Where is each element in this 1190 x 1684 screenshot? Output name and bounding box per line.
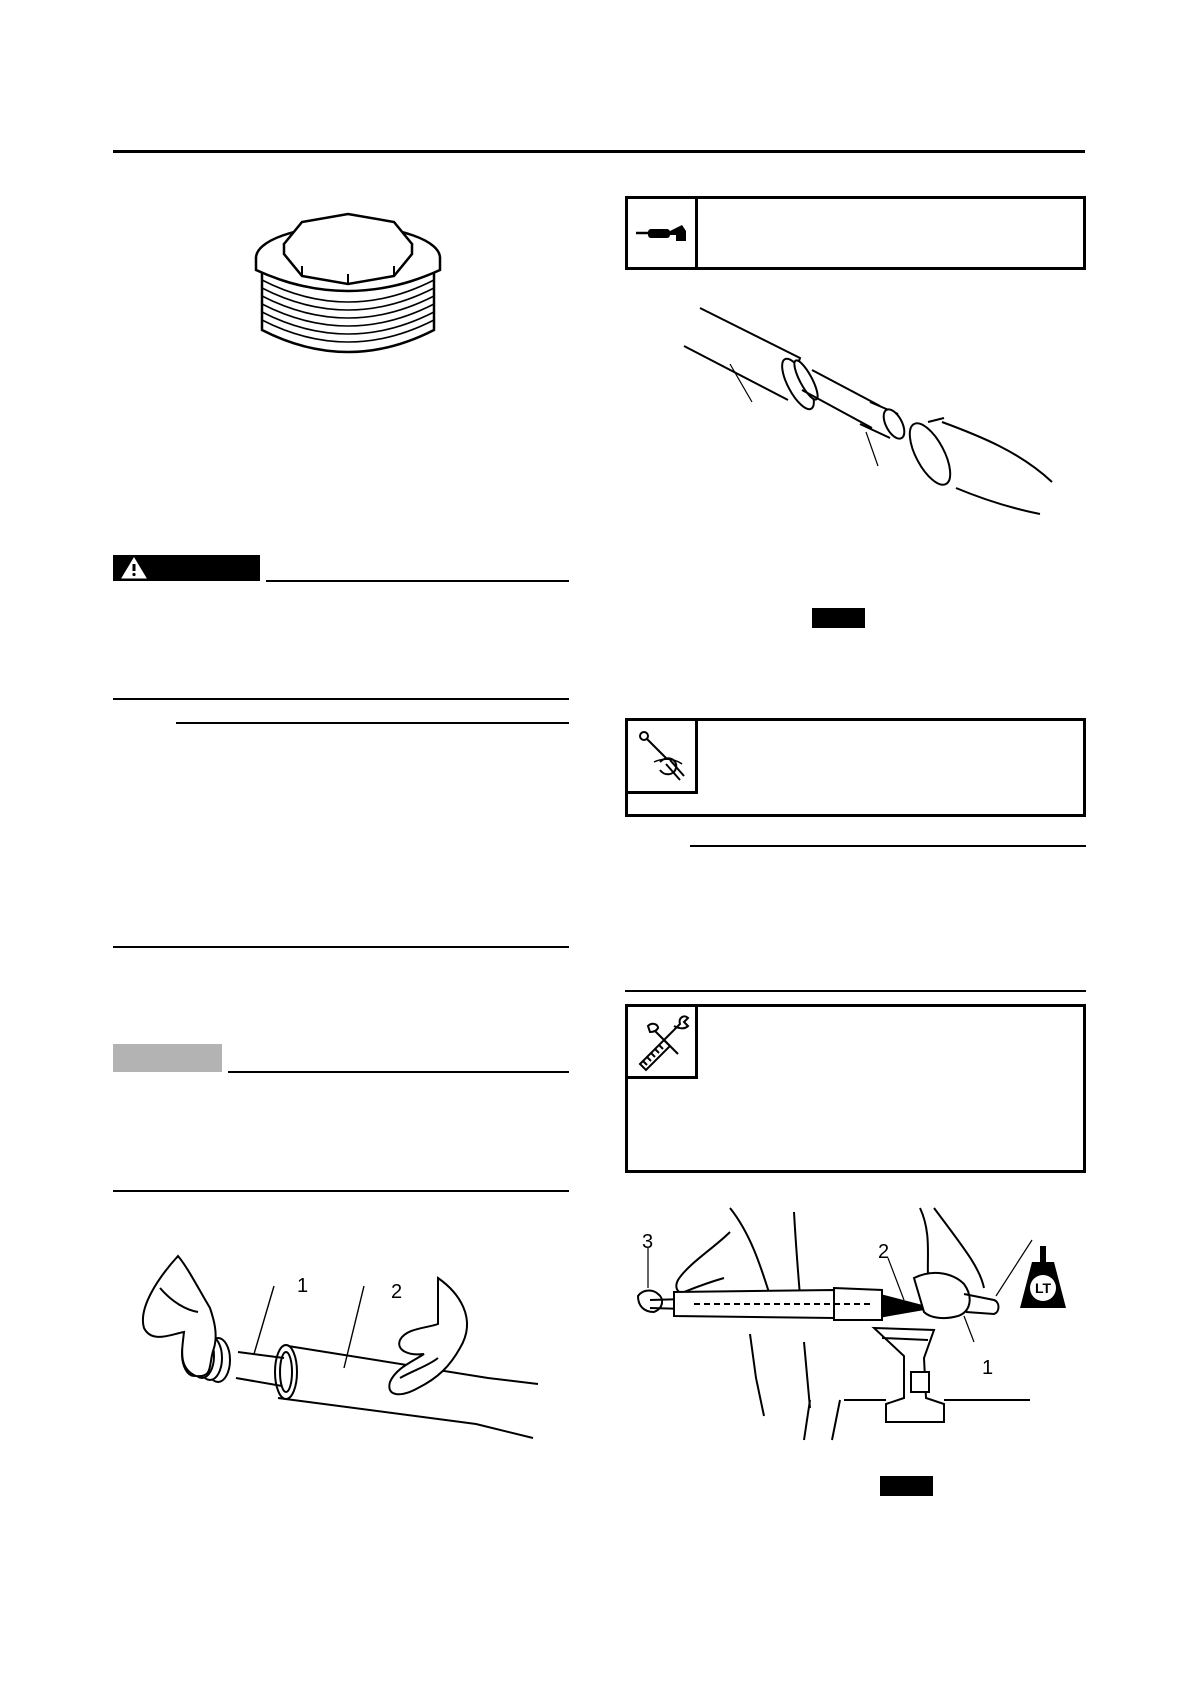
cap-bolt-illustration [248,212,448,392]
hand-insert-callout-1: 1 [297,1275,309,1297]
torque-wrench-icon [634,728,690,784]
figure-label-bar-1 [812,608,865,628]
oil-can-icon [634,221,690,245]
hand-insert-callout-2: 2 [391,1281,403,1303]
holder-callout-3: 3 [642,1231,654,1253]
note-right-end-rule [625,990,1086,992]
header-rule [113,150,1085,153]
note-right-header-rule [690,845,1086,847]
warning-end-rule [113,698,569,700]
caution-end-rule [113,1190,569,1192]
torque-spec-box [625,718,1086,817]
hand-insert-illustration [138,1228,538,1448]
holder-callout-1: 1 [982,1357,994,1379]
note-end-rule [113,946,569,948]
figure-label-bar-2 [880,1476,933,1496]
damper-rod-illustration [680,302,1060,532]
lubricant-spec-box [625,196,1086,270]
warning-header-rule [266,580,569,582]
warning-triangle-icon [121,557,147,579]
holder-tool-illustration [634,1208,1074,1448]
caution-header-rule [228,1071,569,1073]
caution-bar [113,1044,222,1072]
lt-badge-text: LT [1034,1280,1052,1296]
special-tool-icon [634,1014,690,1070]
lt-locking-agent-icon [1016,1246,1070,1310]
note-header-rule [176,722,569,724]
lubricant-icon-cell [628,199,698,267]
holder-callout-2: 2 [878,1241,890,1263]
torque-icon-cell [628,721,698,794]
warning-bar [113,555,260,581]
special-tool-box [625,1004,1086,1173]
special-tool-icon-cell [628,1007,698,1079]
